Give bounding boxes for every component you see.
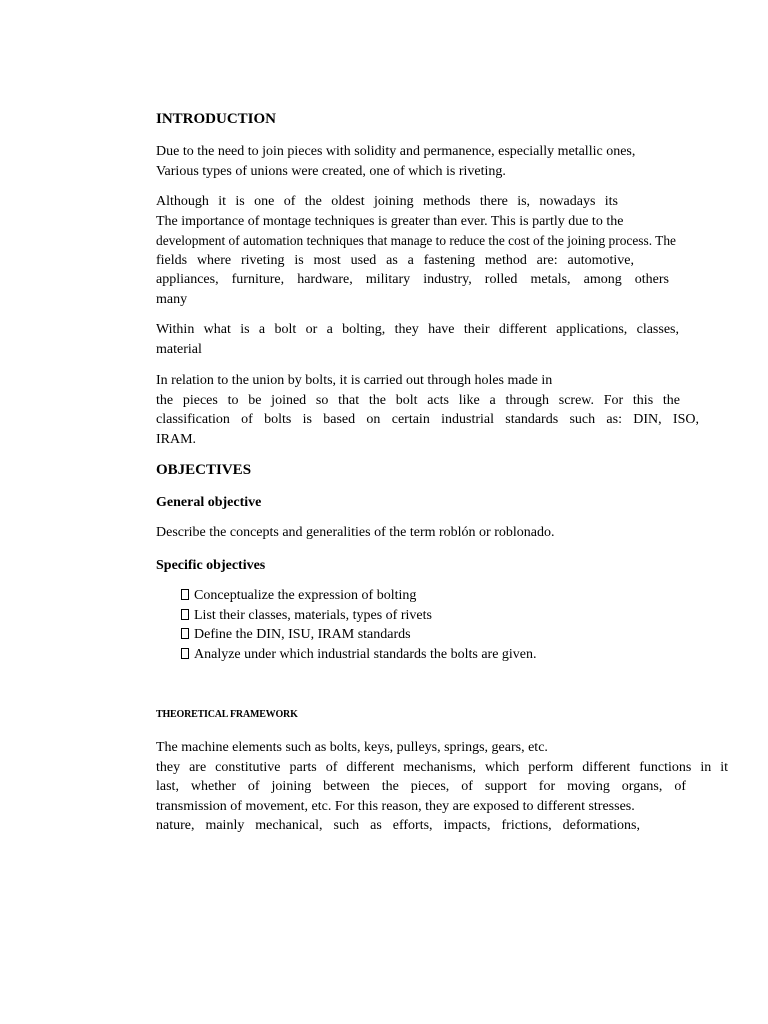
list-item-label: Define the DIN, ISU, IRAM standards [194, 627, 411, 642]
list-item-label: List their classes, materials, types of rivets [194, 607, 432, 623]
intro-paragraph-3 [156, 320, 686, 359]
text-line: Various types of unions were created, one of which is riveting. [156, 163, 506, 179]
text-line: nature, mainly mechanical, such as efforts, impacts, frictions, deformations, [156, 818, 640, 833]
text-line: classification of bolts is based on certain industrial standards such as: DIN, ISO, [156, 412, 699, 427]
list-item [181, 645, 537, 665]
text-line: Although it is one of the oldest joining methods there is, nowadays its [156, 194, 618, 209]
checkbox-icon [181, 648, 189, 659]
text-line: IRAM. [156, 431, 197, 447]
checkbox-icon [181, 609, 189, 620]
text-line: Within what is a bolt or a bolting, they have their different applications, classes, [156, 322, 679, 337]
text-line: last, whether of joining between the pieces, of support for moving organs, of [156, 779, 686, 794]
text-line: appliances, furniture, hardware, military industry, rolled metals, among others [156, 272, 669, 287]
intro-paragraph-2 [156, 192, 746, 309]
list-item [181, 586, 537, 606]
introduction-heading: INTRODUCTION [156, 111, 277, 127]
text-line: transmission of movement, etc. For this reason, they are exposed to different stresses. [156, 798, 635, 814]
list-item-label: Conceptualize the expression of bolting [194, 588, 417, 603]
text-line: many [156, 291, 188, 307]
objectives-heading: OBJECTIVES [156, 462, 252, 478]
text-line: In relation to the union by bolts, it is carried out through holes made in [156, 373, 553, 388]
text-line: The importance of montage techniques is greater than ever. This is partly due to the [156, 213, 624, 229]
text-line: the pieces to be joined so that the bolt acts like a through screw. For this the [156, 392, 680, 408]
list-item-label: Analyze under which industrial standards the bolts are given. [194, 646, 537, 662]
text-line: Describe the concepts and generalities of the term roblón or roblonado. [156, 525, 555, 540]
text-line: Due to the need to join pieces with solidity and permanence, especially metallic ones, [156, 144, 636, 159]
list-item [181, 606, 537, 626]
text-line: they are constitutive parts of different mechanisms, which perform different functions in it [156, 759, 728, 775]
text-line: fields where riveting is most used as a fastening method are: automotive, [156, 252, 634, 268]
text-line: development of automation techniques that manage to reduce the cost of the joining process. The [156, 233, 676, 248]
intro-paragraph-1 [156, 142, 696, 181]
specific-objectives-list [181, 586, 537, 664]
checkbox-icon [181, 628, 189, 639]
framework-paragraph-1 [156, 738, 736, 836]
specific-objectives-heading: Specific objectives [156, 558, 266, 573]
general-objective-heading: General objective [156, 495, 262, 510]
checkbox-icon [181, 589, 189, 600]
text-line: The machine elements such as bolts, keys, pulleys, springs, gears, etc. [156, 740, 548, 755]
intro-paragraph-4 [156, 371, 701, 449]
theoretical-framework-heading: THEORETICAL FRAMEWORK [156, 709, 298, 720]
general-objective-text [156, 523, 716, 543]
text-line: material [156, 341, 202, 357]
list-item [181, 625, 537, 645]
